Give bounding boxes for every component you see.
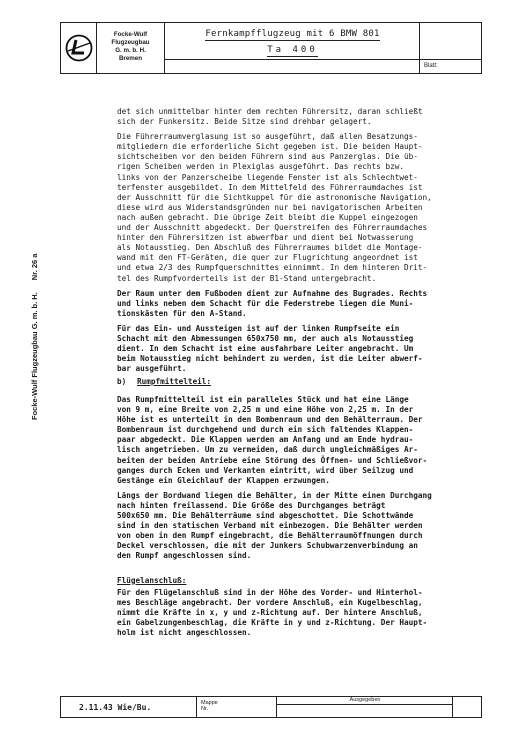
header-box [60,22,482,74]
paragraph: Längs der Bordwand liegen die Behälter, in der Mitte einen Durchgang nach hinten freilassend. Die Größe des Durchganges beträgt 500x650 mm. Die Behälterräume sind abgeschottet. Die Schottwände sind in den statischen Verband mit einbezogen. Die Behälter werden von oben in den Rumpf eingebracht, die Behälterraumöffnungen durch Deckel verschlossen, die mit der Junkers Schubwarzenverbindung an den Rumpf angeschlossen sind. [117,490,432,561]
section-b-label: b) [117,377,127,386]
ausgegeben-field [277,697,453,717]
paragraph: det sich unmittelbar hinter dem rechten Führersitz, daran schließt sich der Funkersitz. Beide Sitze sind drehbar gelagert. [117,107,423,127]
body-text-top [117,107,493,379]
company-line: Bremen [118,55,143,62]
mappe-field [197,697,277,717]
company-line: Flugzeugbau [111,39,150,46]
paragraph: Die Führerraumverglasung ist so ausgeführt, daß allen Besatzungs- mitgliedern die erforderliche Sicht gegeben ist. Die beiden Haupt- sichtscheiben vor den beiden Führern sind aus Panzerglas. Die üb- rigen Scheiben werden in Plexiglas ausgeführt. Das rechts bzw. links von der Panzerscheibe liegende Fenster ist als Schlechtwet- terfenster ausgebildet. In dem Mittelfeld des Führerraumdaches ist der Ausschnitt für die Sichtkuppel für die astronomische Navigation, diese wird aus Widerstandsgründen nur bei navigatorischen Arbeiten nach außen gebracht. Die übrige Zeit bleibt die Kuppel eingezogen und der Ausschnitt abgedeckt. Der Querstreifen des Führerraumdaches hinter den Führersitzen ist abwerfbar und dient bei Notwasserung als Notausstieg. Den Abschluß des Führerraumes bildet die Montage- wand mit den FT-Geräten, die quer zur Flugrichtung angeordnet ist und etwa 2/3 des Rumpfquerschnittes einnimmt. In dem hinteren Drit- tel des Rumpfvorderteils ist der B1-Stand untergebracht. [117,132,432,283]
ausgegeben-label: Ausgegeben [277,697,453,705]
company-line: Focke-Wulf [113,31,148,38]
focke-wulf-logo-icon [65,34,93,62]
title-cell [165,23,420,73]
footer-box [60,696,482,718]
side-label [30,250,39,420]
date-reference: 2.11.43 Wie/Bu. [61,697,197,717]
section-b-title: Rumpfmittelteil: [137,377,212,386]
paragraph: Für den Flügelanschluß sind in der Höhe des Vorder- und Hinterhol- mes Beschläge angebracht. Der vordere Anschluß, ein Kugelbeschlag, nimmt die Kräfte in x, y und z-Richtung auf. Der hintere Anschluß, ein Gabelzungenbeschlag, die Kräfte in y und z-Richtung. Der Haupt- holm ist nicht angeschlossen. [117,587,428,637]
mappe-label: Mappe [201,700,218,706]
fluegelanschluss-title: Flügelanschluß: [117,575,187,585]
aircraft-type: Ta 400 [267,45,318,55]
side-label-nr: Nr. 26 a [30,253,39,281]
document-title: Fernkampfflugzeug mit 6 BMW 801 [205,29,380,39]
blatt-field: Blatt: [420,59,481,73]
company-name [97,23,165,73]
nr-label: Nr. [201,706,209,712]
logo-cell [61,23,97,73]
paragraph: Für das Ein- und Aussteigen ist auf der linken Rumpfseite ein Schacht mit den Abmessungen 650x750 mm, der auch als Notausstieg dient. In dem Schacht ist eine ausfahrbare Leiter angebracht. Um beim Notausstieg nicht behindert zu werden, ist die Leiter abwerf- bar ausgeführt. [117,323,423,374]
company-line: G. m. b. H. [115,47,146,54]
body-text-bottom [117,395,493,643]
title-divider [165,59,420,60]
side-label-company: Focke-Wulf Flugzeugbau G. m. b. H. [30,292,39,420]
paragraph: Das Rumpfmittelteil ist ein paralleles Stück und hat eine Länge von 9 m, eine Breite von 2,25 m und eine Höhe von 2,25 m. In der Höhe ist es unterteilt in den Bombenraum und den Behälterraum. Der Bombenraum ist durchgehend und durch ein sich faltendes Klappen- paar abgedeckt. Die Klappen werden am Anfang und am Ende hydrau- lisch angetrieben. Um zu vermeiden, daß durch ungleichmäßiges Ar- beiten der beiden Antriebe eine Störung des Öffnen- und Schließvor- ganges durch Ecken und Verkanten eintritt, wird über Seilzug und Gestänge ein Gleichlauf der Klappen erzwungen. [117,395,428,485]
paragraph: Der Raum unter dem Fußboden dient zur Aufnahme des Bugrades. Rechts und links neben dem Schacht für die Federstrebe liegen die Muni- tionskästen für den A-Stand. [117,288,428,318]
